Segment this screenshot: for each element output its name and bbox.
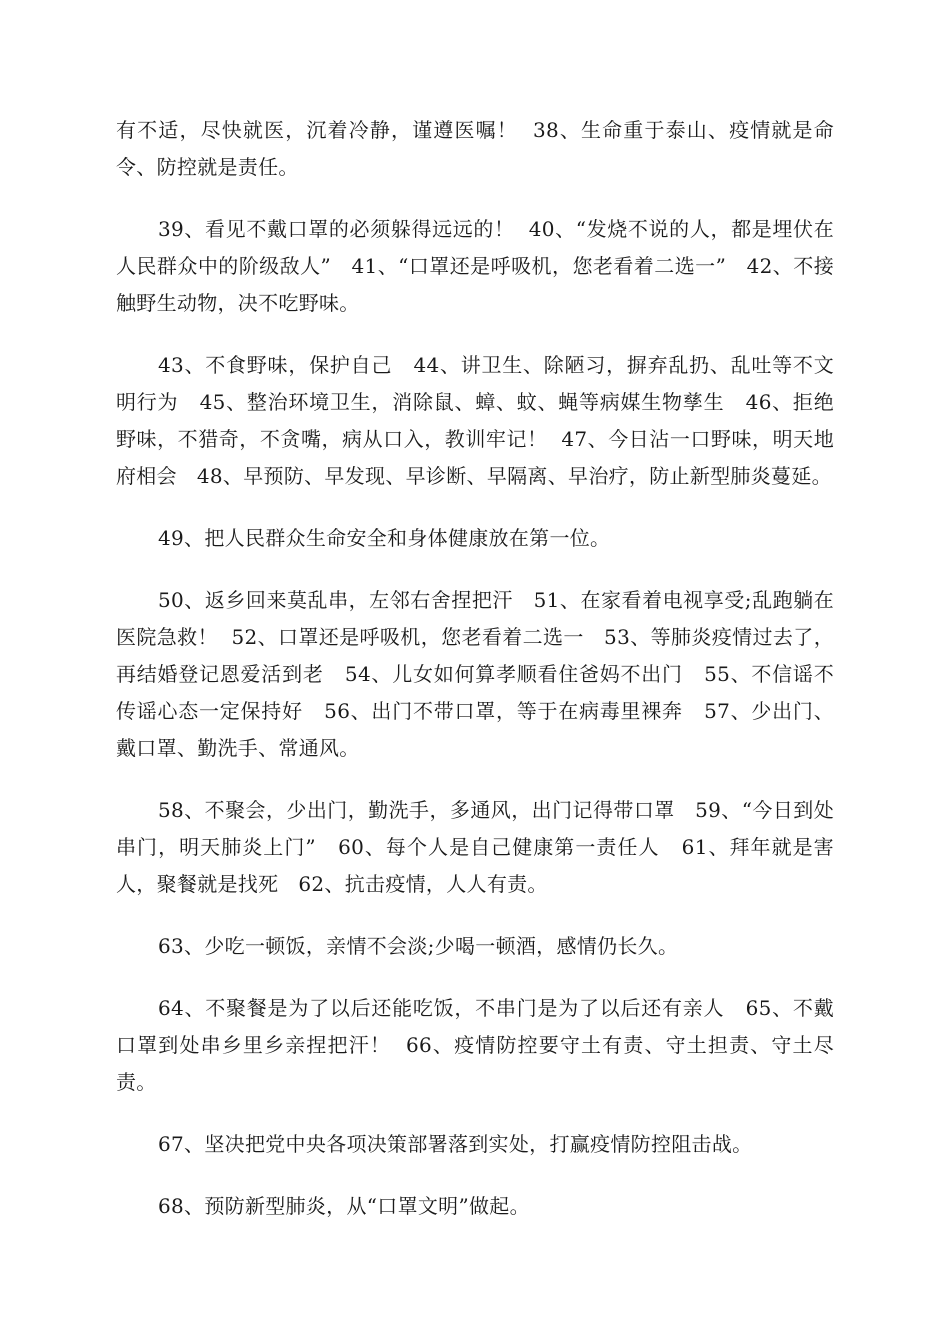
paragraph: 50、返乡回来莫乱串，左邻右舍捏把汗 51、在家看着电视享受;乱跑躺在医院急救！ 52、口罩还是呼吸机，您老看着二选一 53、等肺炎疫情过去了，再结婚登记恩爱活到老 54、儿女如何算孝顺看住爸妈不出门 55、不信谣不传谣心态一定保持好 56、出门不带口罩，等于在病毒里裸奔 57、少出门、戴口罩、勤洗手、常通风。 [116, 588, 834, 760]
paragraph-continuation: 有不适，尽快就医，沉着冷静，谨遵医嘱！ 38、生命重于泰山、疫情就是命令、防控就是责任。 [116, 118, 834, 179]
paragraph: 43、不食野味，保护自己 44、讲卫生、除陋习，摒弃乱扔、乱吐等不文明行为 45、整治环境卫生，消除鼠、蟑、蚊、蝇等病媒生物孳生 46、拒绝野味，不猎奇，不贪嘴，病从口入，教训牢记！ 47、今日沾一口野味，明天地府相会 48、早预防、早发现、早诊断、早隔离、早治疗，防止新型肺炎蔓延。 [116, 353, 834, 488]
paragraph: 49、把人民群众生命安全和身体健康放在第一位。 [158, 526, 611, 550]
paragraph: 68、预防新型肺炎，从“口罩文明”做起。 [158, 1194, 530, 1218]
paragraph: 64、不聚餐是为了以后还能吃饭，不串门是为了以后还有亲人 65、不戴口罩到处串乡里乡亲捏把汗！ 66、疫情防控要守土有责、守土担责、守土尽责。 [116, 996, 834, 1094]
paragraph: 67、坚决把党中央各项决策部署落到实处，打赢疫情防控阻击战。 [158, 1132, 753, 1156]
paragraph: 58、不聚会，少出门，勤洗手，多通风，出门记得带口罩 59、“今日到处串门，明天肺炎上门” 60、每个人是自己健康第一责任人 61、拜年就是害人，聚餐就是找死 62、抗击疫情，人人有责。 [116, 798, 834, 896]
document-body [116, 112, 834, 1250]
paragraph: 39、看见不戴口罩的必须躲得远远的！ 40、“发烧不说的人，都是埋伏在人民群众中的阶级敌人” 41、“口罩还是呼吸机，您老看着二选一” 42、不接触野生动物，决不吃野味。 [116, 217, 834, 315]
paragraph: 63、少吃一顿饭，亲情不会淡;少喝一顿酒，感情仍长久。 [158, 934, 679, 958]
